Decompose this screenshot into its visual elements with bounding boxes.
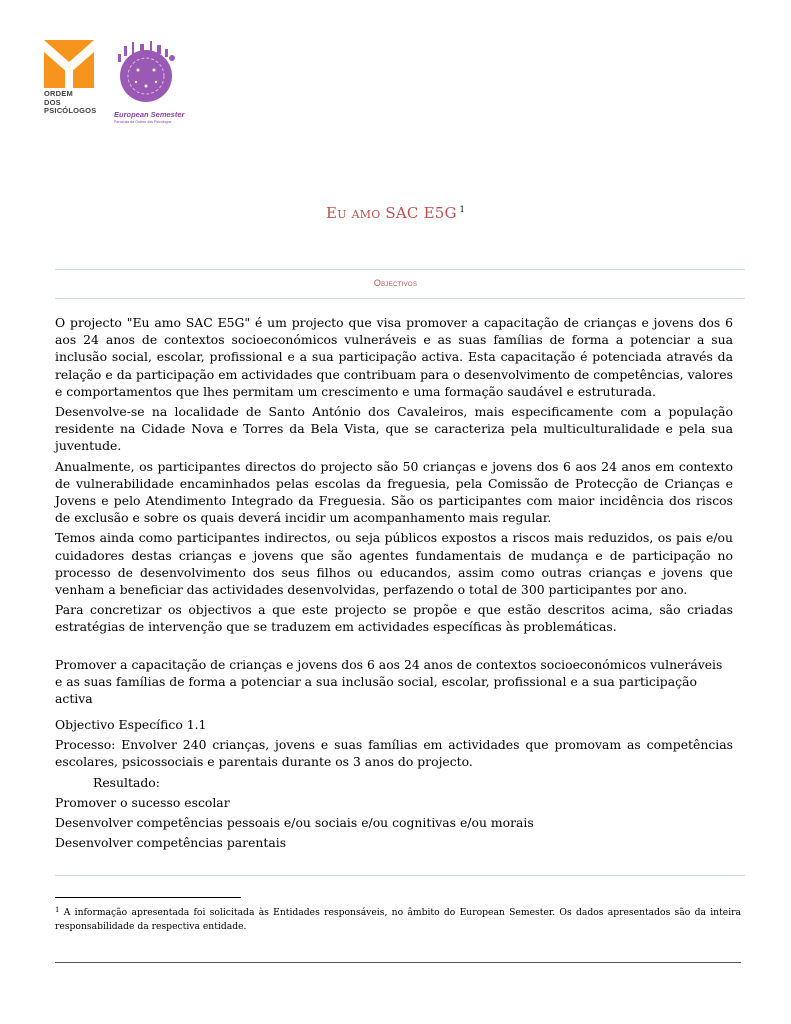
title-footnote-ref: 1	[459, 205, 465, 214]
footnote-text: A informação apresentada foi solicitada às Entidades responsáveis, no âmbito do European Semester. Os dados apresentados são da inteira responsabilidade da respectiva entidade.	[55, 907, 741, 932]
page-bottom-rule	[55, 962, 741, 963]
logo-ordem-line-3: PSICÓLOGOS	[44, 106, 97, 115]
section-rule-bottom	[55, 298, 745, 299]
objectives-body	[55, 314, 733, 636]
paragraph-location: Desenvolve-se na localidade de Santo António dos Cavaleiros, mais especificamente com a população residente na Cidade Nova e Torres da Bela Vista, que se caracteriza pela multiculturalidade e pela sua juventude.	[55, 404, 733, 454]
footnote-separator	[55, 897, 241, 898]
european-semester-subtitle: Parcerias da Ordem dos Psicólogos	[114, 120, 172, 124]
section-rule-top	[55, 269, 745, 270]
paragraph-intro: O projecto "Eu amo SAC E5G" é um projecto que visa promover a capacitação de crianças e jovens dos 6 aos 24 anos de contextos socioeconómicos vulneráveis e as suas famílias de forma a potenciar a sua inclusão social, escolar, profissional e a sua participação activa. Esta capacitação é potenciada através da relação e da participação em actividades que contribuam para o desenvolvimento de competências, valores e comportamentos que lhes permitam um crescimento e uma formação saudável e estruturada.	[55, 315, 733, 399]
footer-rule	[55, 875, 745, 876]
european-semester-emblem	[110, 40, 180, 106]
result-item-1: Promover o sucesso escolar	[55, 794, 230, 810]
general-objective-block	[55, 656, 733, 708]
title-rest: SAC E5G	[380, 204, 457, 222]
ordem-psicologos-logo	[44, 40, 106, 116]
result-item-2: Desenvolver competências pessoais e/ou sociais e/ou cognitivas e/ou morais	[55, 815, 534, 831]
footnote	[55, 904, 741, 933]
document-title	[0, 204, 791, 222]
paragraph-participants: Anualmente, os participantes directos do projecto são 50 crianças e jovens dos 6 aos 24 anos em contexto de vulnerabilidade encaminhados pelas escolas da freguesia, pela Comissão de Protecção de Crianças e Jovens e pelo Atendimento Integrado da Freguesia. São os participantes com maior incidência dos riscos de exclusão e sobre os quais deverá incidir um acompanhamento mais regular.	[55, 458, 733, 526]
result-item-3: Desenvolver competências parentais	[55, 835, 287, 851]
ordem-psicologos-emblem	[44, 40, 94, 88]
logo-ordem-line-1: ORDEM	[44, 89, 73, 98]
title-smallcaps: u amo	[337, 204, 381, 222]
european-semester-name: European Semester	[114, 110, 185, 119]
specific-objective-process: Processo: Envolver 240 crianças, jovens e suas famílias em actividades que promovam as competências escolares, psicossociais e parentais durante os 3 anos do projecto.	[55, 737, 733, 770]
european-semester-logo	[110, 40, 190, 124]
paragraph-indirect: Temos ainda como participantes indirectos, ou seja públicos expostos a riscos mais reduzidos, os pais e/ou cuidadores destas crianças e jovens que são agentes fundamentais de mudança e de participação no processo de desenvolvimento dos seus filhos ou educandos, assim como outras crianças e jovens que venham a beneficiar das actividades desenvolvidas, perfazendo o total de 300 participantes por ano.	[55, 530, 733, 598]
specific-objective-heading: Objectivo Específico 1.1	[55, 717, 207, 732]
result-label: Resultado:	[93, 774, 160, 790]
section-heading: Objectivos	[373, 278, 418, 288]
paragraph-strategies: Para concretizar os objectivos a que este projecto se propõe e que estão descritos acima, são criadas estratégias de intervenção que se traduzem em actividades específicas às problemáticas.	[55, 602, 733, 635]
title-prefix: E	[326, 204, 338, 222]
footnote-number: 1	[55, 906, 60, 914]
specific-objective-block	[55, 716, 733, 851]
logo-ordem-line-2: DOS	[44, 97, 61, 107]
general-objective: Promover a capacitação de crianças e jovens dos 6 aos 24 anos de contextos socioeconómicos vulneráveis e as suas famílias de forma a potenciar a sua inclusão social, escolar, profissional e a sua participação activa	[55, 657, 723, 707]
